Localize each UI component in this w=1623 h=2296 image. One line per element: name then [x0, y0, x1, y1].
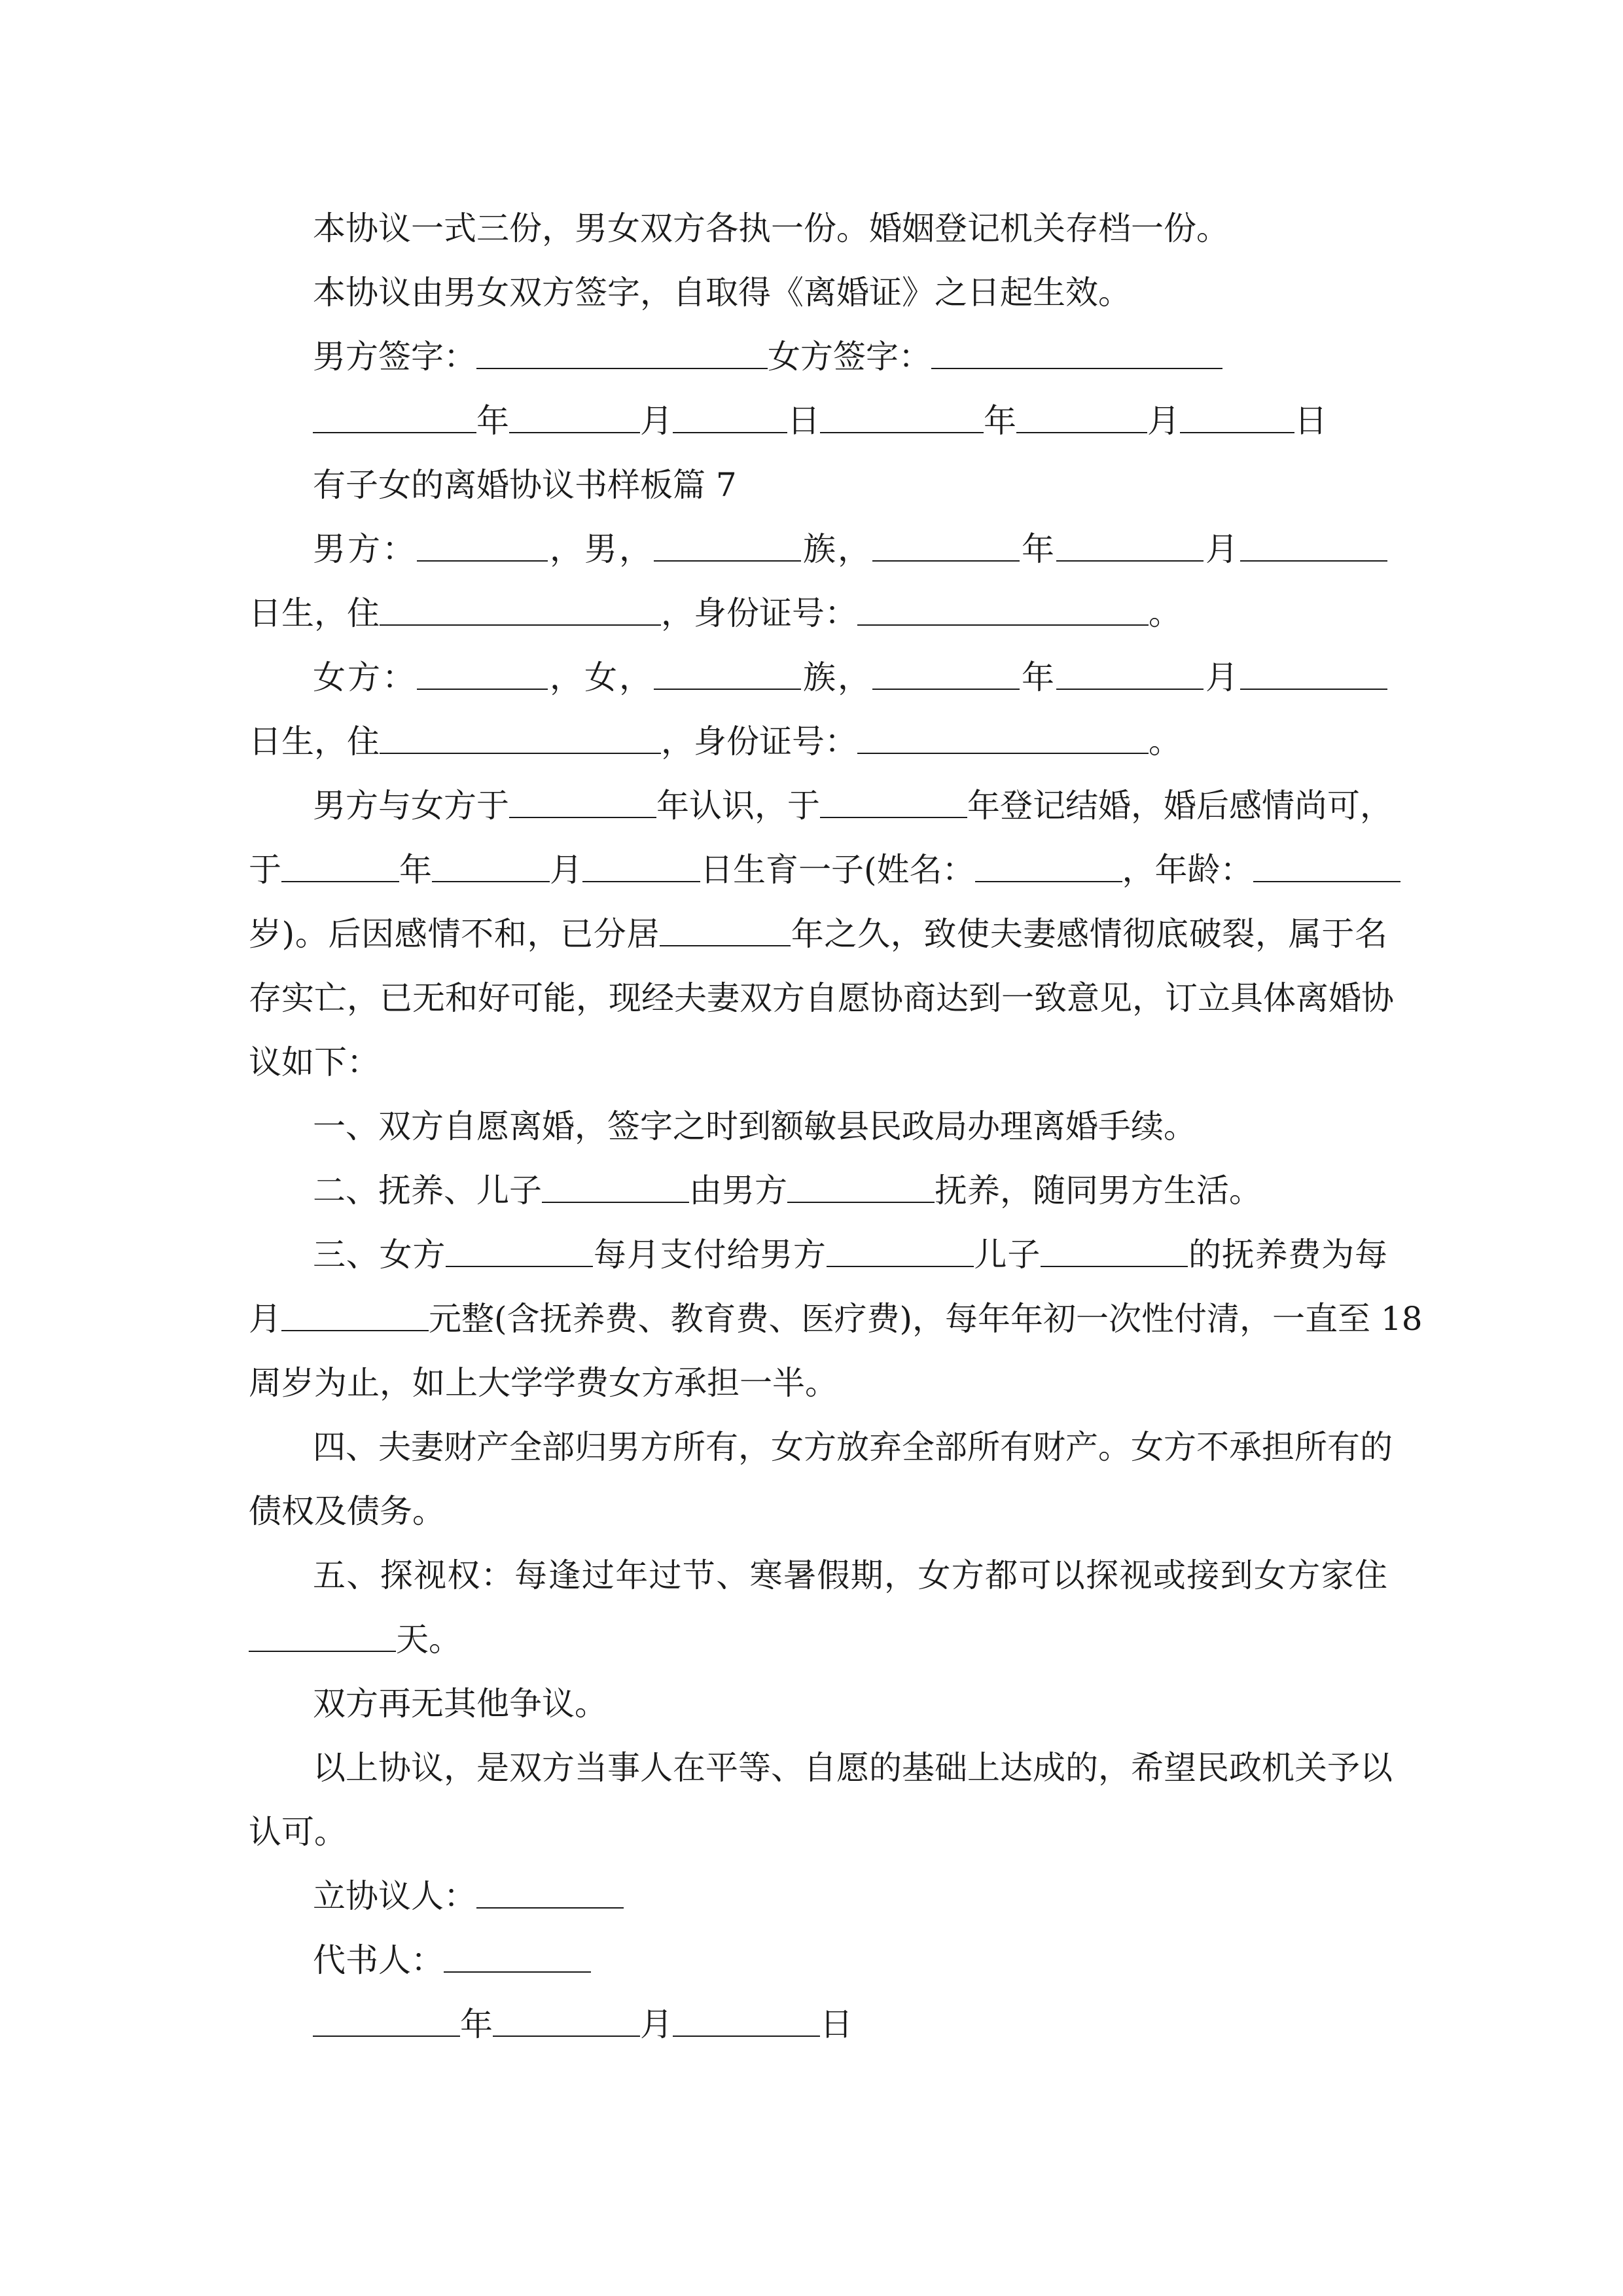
- final-year-blank[interactable]: [313, 1992, 460, 2037]
- clause-2: 二、抚养、儿子 由男方 抚养，随同男方生活。: [313, 1158, 1387, 1223]
- party-signature-blank[interactable]: [476, 1864, 624, 1909]
- address-blank[interactable]: [380, 709, 661, 754]
- child-age-blank[interactable]: [1253, 838, 1400, 882]
- signature-date-line: 年 月 日 年 月 日: [313, 389, 1387, 453]
- name-blank[interactable]: [417, 645, 548, 690]
- amount-blank[interactable]: [281, 1287, 429, 1331]
- visit-days-blank[interactable]: [249, 1607, 396, 1652]
- birth-month-blank[interactable]: [1056, 645, 1204, 690]
- father-name-blank[interactable]: [787, 1158, 935, 1203]
- date-blank[interactable]: [820, 389, 984, 433]
- meet-year-blank[interactable]: [509, 774, 656, 818]
- ethnicity-blank[interactable]: [654, 645, 801, 690]
- signature-line: [313, 325, 1387, 389]
- date-blank[interactable]: [1180, 389, 1294, 433]
- female-signature-label: 女方签字：: [768, 338, 931, 376]
- conclusion-line-2: 认可。: [249, 1813, 347, 1851]
- birth-year-blank[interactable]: [872, 517, 1020, 562]
- intro-line-3: 岁)。后因感情不和，已分居 年之久，致使夫妻感情彻底破裂，属于名: [249, 902, 1387, 966]
- ethnicity-blank[interactable]: [654, 517, 801, 562]
- marriage-year-blank[interactable]: [820, 774, 967, 818]
- female-info-line-1: 女方： ，女， 族， 年 月: [313, 645, 1387, 709]
- clause-3-line-3: 周岁为止，如上大学学费女方承担一半。: [249, 1364, 838, 1402]
- name-blank[interactable]: [417, 517, 548, 562]
- male-info-line-1: 男方： ，男， 族， 年 月: [313, 517, 1387, 581]
- male-signature-blank[interactable]: [476, 325, 768, 369]
- conclusion-line-1: 以上协议，是双方当事人在平等、自愿的基础上达成的，希望民政机关予以: [313, 1749, 1393, 1787]
- father-name-blank[interactable]: [827, 1223, 974, 1267]
- effective-clause: 本协议由男女双方签字，自取得《离婚证》之日起生效。: [313, 274, 1131, 312]
- id-number-blank[interactable]: [857, 709, 1149, 754]
- clause-3-line-1: 三、女方 每月支付给男方 儿子 的抚养费为每: [313, 1223, 1387, 1287]
- id-number-blank[interactable]: [857, 581, 1149, 626]
- date-blank[interactable]: [673, 389, 787, 433]
- male-signature-label: 男方签字：: [313, 338, 476, 376]
- party-signature-line: 立协议人：: [313, 1864, 1387, 1928]
- birth-day-blank[interactable]: [1240, 645, 1387, 690]
- clause-4-line-1: 四、夫妻财产全部归男方所有，女方放弃全部所有财产。女方不承担所有的: [313, 1428, 1393, 1466]
- child-birth-year-blank[interactable]: [281, 838, 399, 882]
- date-blank[interactable]: [1016, 389, 1147, 433]
- son-name-blank[interactable]: [1041, 1223, 1188, 1267]
- child-birth-month-blank[interactable]: [432, 838, 550, 882]
- clause-3-line-2: 月 元整(含抚养费、教育费、医疗费)，每年年初一次性付清，一直至 18: [249, 1287, 1387, 1351]
- date-blank[interactable]: [509, 389, 640, 433]
- intro-line-1: 男方与女方于 年认识，于 年登记结婚，婚后感情尚可，: [313, 774, 1387, 838]
- copies-clause: 本协议一式三份，男女双方各执一份。婚姻登记机关存档一份。: [313, 209, 1229, 247]
- intro-line-5: 议如下：: [249, 1043, 380, 1081]
- address-blank[interactable]: [380, 581, 661, 626]
- scribe-signature-blank[interactable]: [444, 1928, 591, 1973]
- female-info-line-2: 日生，住 ，身份证号： 。: [249, 709, 1387, 774]
- date-blank[interactable]: [313, 389, 476, 433]
- final-day-blank[interactable]: [673, 1992, 820, 2037]
- child-birth-day-blank[interactable]: [582, 838, 700, 882]
- clause-5-line-1: 五、探视权：每逢过年过节、寒暑假期，女方都可以探视或接到女方家住: [313, 1556, 1387, 1594]
- birth-day-blank[interactable]: [1240, 517, 1387, 562]
- mother-name-blank[interactable]: [446, 1223, 593, 1267]
- clause-1: 一、双方自愿离婚，签字之时到额敏县民政局办理离婚手续。: [313, 1107, 1196, 1145]
- male-info-line-2: 日生，住 ，身份证号： 。: [249, 581, 1387, 645]
- birth-year-blank[interactable]: [872, 645, 1020, 690]
- female-signature-blank[interactable]: [931, 325, 1222, 369]
- intro-line-4: 存实亡，已无和好可能，现经夫妻双方自愿协商达到一致意见，订立具体离婚协: [249, 979, 1394, 1017]
- birth-month-blank[interactable]: [1056, 517, 1204, 562]
- clause-4-line-2: 债权及债务。: [249, 1492, 445, 1530]
- son-name-blank[interactable]: [542, 1158, 689, 1203]
- separation-years-blank[interactable]: [660, 902, 791, 946]
- final-month-blank[interactable]: [493, 1992, 640, 2037]
- final-date-line: 年 月 日: [313, 1992, 1387, 2056]
- scribe-signature-line: 代书人：: [313, 1928, 1387, 1992]
- clause-5-line-2: 天。: [249, 1607, 1387, 1672]
- section-title: 有子女的离婚协议书样板篇 7: [313, 466, 737, 504]
- child-name-blank[interactable]: [975, 838, 1122, 882]
- intro-line-2: 于 年 月 日生育一子(姓名： ，年龄：: [249, 838, 1387, 902]
- no-dispute-line: 双方再无其他争议。: [313, 1685, 607, 1723]
